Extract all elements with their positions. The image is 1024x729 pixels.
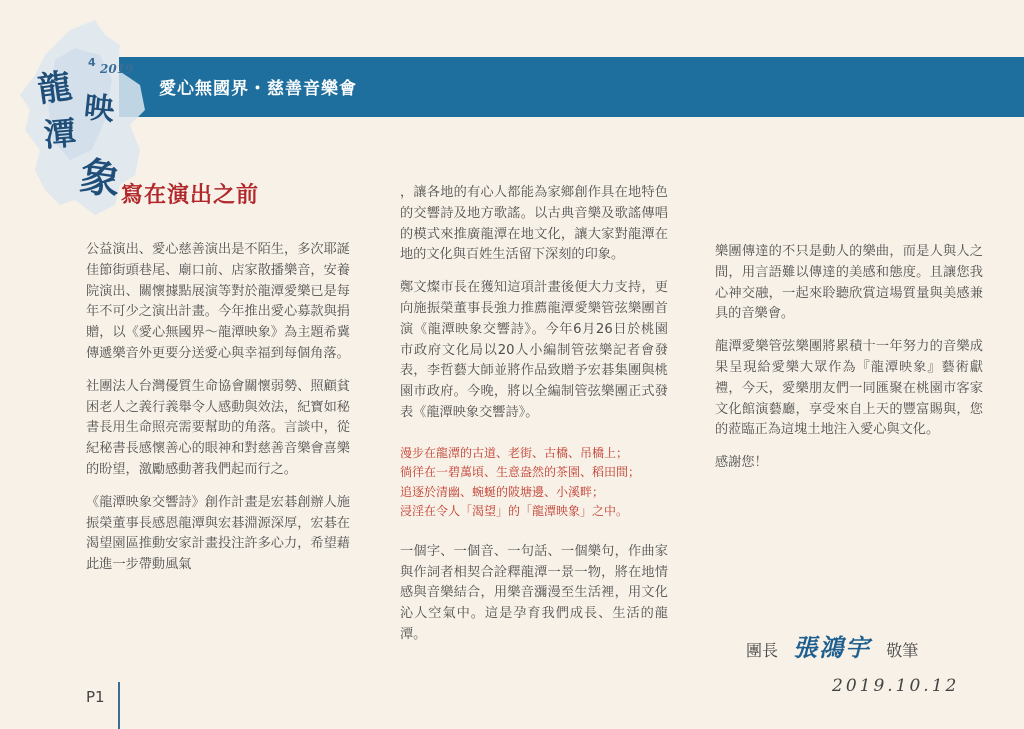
section-heading: 寫在演出之前	[121, 182, 260, 208]
paragraph: 龍潭愛樂管弦樂團將累積十一年努力的音樂成果呈現給愛樂大眾作為『龍潭映象』藝術獻禮，今天，愛樂朋友們一同匯聚在桃園市客家文化館演藝廳，享受來自上天的豐富賜與，您的蒞臨正為這塊土地注入愛心與文化。	[715, 339, 983, 438]
banner-title: 愛心無國界・慈善音樂會	[159, 79, 357, 99]
paragraph: 樂團傳達的不只是動人的樂曲，而是人與人之間，用言語難以傳達的美感和態度。且讓您我心神交融，一起來聆聽欣賞這場質量與美感兼具的音樂會。	[715, 244, 983, 322]
paragraph: 一個字、一個音、一句話、一個樂句，作曲家與作詞者相契合詮釋龍潭一景一物，將在地情感與音樂結合，用樂音瀰漫至生活裡，用文化沁人空氣中。這是孕育我們成長、生活的龍潭。	[400, 543, 668, 642]
poem-line: 漫步在龍潭的古道、老街、古橋、吊橋上；	[400, 445, 629, 460]
page-number: P1	[86, 688, 105, 706]
logo-char-2: 映	[82, 89, 116, 128]
signature-title: 團長	[746, 641, 779, 660]
paragraph: 公益演出、愛心慈善演出是不陌生，多次耶誕佳節街頭巷尾、廟口前、店家散播樂音，安養院演出、關懷據點展演等對於龍潭愛樂已是每年不可少之演出計畫。今年推出愛心募款與捐贈，以《愛心無國界～龍潭映象》為主題希冀傳遞樂音外更要分送愛心與幸福到每個角落。	[86, 242, 350, 361]
logo-char-1: 龍	[35, 66, 75, 111]
logo-char-4: 象	[77, 152, 124, 205]
signature-block	[746, 628, 918, 663]
poem-block	[400, 444, 668, 522]
paragraph: 《龍潭映象交響詩》創作計畫是宏碁創辦人施振榮董事長感恩龍潭與宏碁淵源深厚，宏碁在渴望園區推動安家計畫投注許多心力，希望藉此進一步帶動風氣	[86, 494, 350, 573]
logo-year: 2019	[100, 62, 134, 76]
signature-name: 張鴻宇	[793, 633, 872, 662]
text-column-2	[400, 183, 668, 658]
signature-date: 2019.10.12	[832, 676, 960, 696]
paragraph: ，讓各地的有心人都能為家鄉創作具在地特色的交響詩及地方歌謠。以古典音樂及歌謠傳唱的模式來推廣龍潭在地文化，讓大家對龍潭在地的文化與百姓生活留下深刻的印象。	[400, 185, 668, 263]
logo-char-3: 潭	[42, 113, 78, 155]
logo-number: 4	[88, 56, 96, 69]
text-column-1	[86, 240, 350, 588]
poem-line: 追逐於清幽、蜿蜒的陂塘邊、小溪畔；	[400, 484, 605, 499]
page-divider	[118, 682, 120, 729]
signature-suffix: 敬筆	[886, 641, 919, 660]
title-banner	[119, 57, 1024, 117]
poem-line: 徜徉在一碧萬頃、生意盎然的茶園、稻田間；	[400, 465, 641, 480]
paragraph: 社團法人台灣優質生命協會關懷弱勢、照顧貧困老人之義行義舉令人感動與效法，紀寶如秘書長用生命照亮需要幫助的角落。言談中，從紀秘書長感懷善心的眼神和對慈善音樂會喜樂的盼望，激勵感動著我們起而行之。	[86, 378, 350, 477]
text-column-3	[715, 242, 983, 486]
closing-thanks: 感謝您！	[715, 455, 768, 471]
paragraph: 鄭文燦市長在獲知這項計畫後便大力支持，更向施振榮董事長強力推薦龍潭愛樂管弦樂團首演《龍潭映象交響詩》。今年6月26日於桃園市政府文化局以20人小編制管弦樂記者會發表，李哲藝大師並將作品致贈予宏碁集團與桃園市政府。今晚，將以全編制管弦樂團正式發表《龍潭映象交響詩》。	[400, 280, 668, 420]
poem-line: 浸淫在令人「渴望」的「龍潭映象」之中。	[400, 504, 629, 519]
